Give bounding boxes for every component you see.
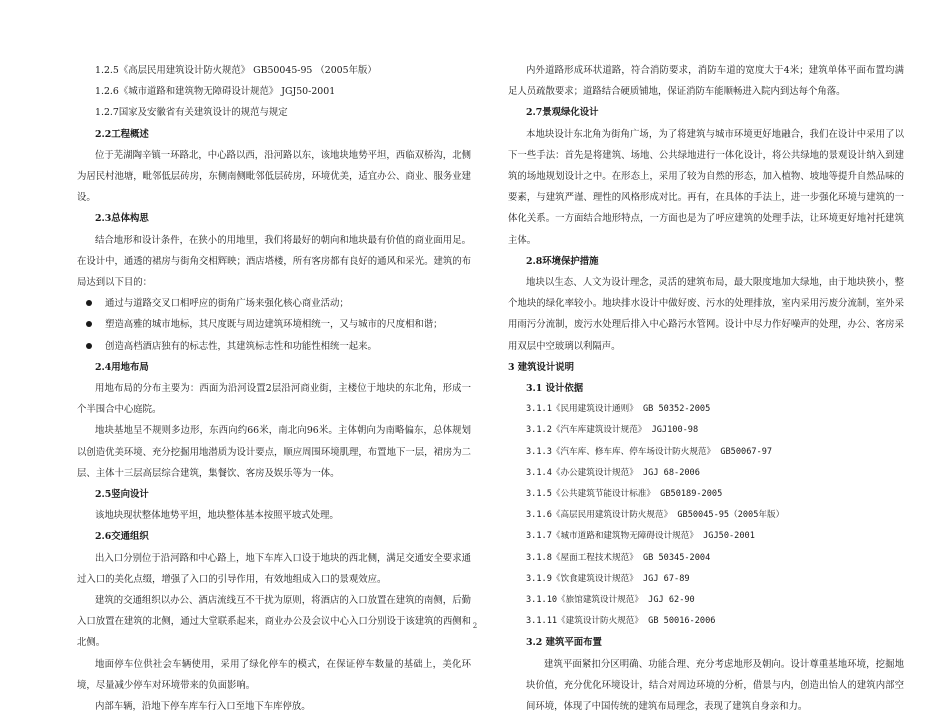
- reference-line: 1.2.6《城市道路和建筑物无障碍设计规范》 JGJ50-2001: [95, 86, 336, 98]
- right-column: [508, 60, 904, 717]
- paragraph-3-2: 建筑平面紧扣分区明确、功能合理、充分考虑地形及朝向。设计尊重基地环境，挖掘地块价值，充分优化环境设计，结合对周边环境的分析，借景与内，创造出怡人的建筑内部空间环境，体现了中国传统的建筑布局理念，表现了建筑自身亲和力。: [526, 658, 904, 713]
- standard-item: 3.1.7《城市道路和建筑物无障碍设计规范》 JGJ50-2001: [526, 531, 755, 542]
- reference-line: 1.2.7国家及安徽省有关建筑设计的规范与规定: [95, 107, 288, 119]
- heading-2-2: 2.2工程概述: [95, 128, 149, 140]
- standard-item: 3.1.10《旅馆建筑设计规范》 JGJ 62-90: [526, 595, 695, 606]
- standard-item: 3.1.9《饮食建筑设计规范》 JGJ 67-89: [526, 573, 690, 584]
- standard-item: 3.1.5《公共建筑节能设计标准》 GB50189-2005: [526, 489, 723, 500]
- bullet-icon: [86, 321, 92, 327]
- heading-3-2: 3.2 建筑平面布置: [526, 637, 602, 649]
- bullet-icon: [86, 300, 92, 306]
- standard-item: 3.1.4《办公建筑设计规范》 JGJ 68-2006: [526, 467, 700, 478]
- paragraph-2-7: 本地块设计东北角为街角广场，为了将建筑与城市环境更好地融合，我们在设计中采用了以下一些手法：首先是将建筑、场地、公共绿地进行一体化设计，将公共绿地的景观设计纳入到建筑的场地规划设计之中。在形态上，采用了较为自然的形态，加入植物、坡地等提升自然品味的要素，与建筑严谨、理性的风格形成对比。再有，在具体的手法上，进一步强化环境与建筑的一体化关系。一方面结合地形特点，一方面也是为了呼应建筑的处理手法，让环境更好地衬托建筑主体。: [508, 128, 904, 246]
- paragraph-2-2: 位于芜湖陶辛镇一环路北，中心路以西，沿河路以东，该地块地势平坦，西临双桥沟，北侧为居民村池塘，毗邻低层砖房，东侧南侧毗邻低层砖房，环境优美，适宜办公、商业、服务业建设。: [77, 149, 471, 204]
- standard-item: 3.1.3《汽车库、修车库、停车场设计防火规范》 GB50067-97: [526, 446, 773, 457]
- heading-2-5: 2.5竖向设计: [95, 489, 149, 501]
- paragraph-2-3: 结合地形和设计条件，在狭小的用地里，我们将最好的朝向和地块最有价值的商业面用足。在设计中，通透的裙房与街角交相辉映；酒店塔楼，所有客房都有良好的通风和采光。建筑的布局达到以下目的：: [77, 234, 471, 289]
- heading-3-1: 3.1 设计依据: [526, 383, 584, 395]
- standard-item: 3.1.8《屋面工程技术规范》 GB 50345-2004: [526, 552, 711, 563]
- paragraph-2-4a: 用地布局的分布主要为：西面为沿河设置2层沿河商业街，主楼位于地块的东北角，形成一个半围合中心庭院。: [77, 383, 471, 416]
- bullet-list: [77, 293, 471, 357]
- paragraph-2-8: 地块以生态、人文为设计理念，灵活的建筑布局，最大限度地加大绿地，由于地块狭小，整个地块的绿化率较小。地块排水设计中做好废、污水的处理排放，室内采用污废分流制，室外采用雨污分流制，废污水处理后排入中心路污水管网。设计中尽力作好噪声的处理，办公、客房采用双层中空玻璃以利隔声。: [508, 277, 904, 352]
- list-item: 创造高档酒店独有的标志性，其建筑标志性和功能性相统一起来。: [77, 336, 471, 357]
- heading-2-3: 2.3总体构思: [95, 213, 149, 225]
- list-item: 塑造高雅的城市地标，其尺度既与周边建筑环境相统一，又与城市的尺度相和谐；: [77, 314, 471, 335]
- paragraph-2-4b: 地块基地呈不规则多边形，东西向约66米，南北向96米。主体朝向为南略偏东，总体规划以创造优美环境、充分挖掘用地潜质为设计要点，顺应周围环境肌理，布置地下一层，裙房为二层、主体十三层高层综合建筑，集餐饮、客房及娱乐等为一体。: [77, 425, 471, 479]
- page-number: 2: [472, 622, 478, 630]
- reference-line: 1.2.5《高层民用建筑设计防火规范》 GB50045-95 （2005年版）: [95, 65, 377, 76]
- paragraph-2-6b: 建筑的交通组织以办公、酒店流线互不干扰为原则，将酒店的入口放置在建筑的南侧，后勤入口放置在建筑的北侧，通过大堂联系起来，商业办公及会议中心入口分别设于该建筑的西侧和北侧。: [77, 595, 471, 649]
- paragraph-2-6c: 地面停车位供社会车辆使用，采用了绿化停车的模式，在保证停车数量的基础上，美化环境，尽量减少停车对环境带来的负面影响。: [77, 658, 471, 691]
- paragraph-2-5: 该地块现状整体地势平坦，地块整体基本按照平坡式处理。: [95, 510, 339, 522]
- list-item: 通过与道路交叉口相呼应的街角广场来强化核心商业活动；: [77, 293, 471, 314]
- paragraph-2-6d: 内部车辆，沿地下停车库车行入口至地下车库停放。: [95, 701, 311, 713]
- paragraph-2-6a: 出入口分别位于沿河路和中心路上，地下车库入口设于地块的西北侧，满足交通安全要求通过入口的美化点缀，增强了入口的引导作用，有效地组成入口的景观效应。: [77, 552, 471, 585]
- bullet-icon: [86, 343, 92, 349]
- heading-2-4: 2.4用地布局: [95, 361, 149, 373]
- standard-item: 3.1.6《高层民用建筑设计防火规范》 GB50045-95（2005年版）: [526, 510, 785, 521]
- standard-item: 3.1.2《汽车库建筑设计规范》 JGJ100-98: [526, 425, 699, 436]
- heading-2-6: 2.6交通组织: [95, 531, 149, 543]
- heading-3: 3 建筑设计说明: [508, 361, 575, 373]
- paragraph-2-6e: 内外道路形成环状道路，符合消防要求，消防车道的宽度大于4米；建筑单体平面布置均满足人员疏散要求；道路结合硬质铺地，保证消防车能顺畅进入院内到达每个角落。: [508, 65, 904, 98]
- standard-item: 3.1.1《民用建筑设计通则》 GB 50352-2005: [526, 404, 711, 415]
- heading-2-7: 2.7景观绿化设计: [526, 107, 599, 119]
- standard-item: 3.1.11《建筑设计防火规范》 GB 50016-2006: [526, 616, 716, 627]
- left-column: [77, 60, 471, 717]
- heading-2-8: 2.8环境保护措施: [526, 255, 599, 267]
